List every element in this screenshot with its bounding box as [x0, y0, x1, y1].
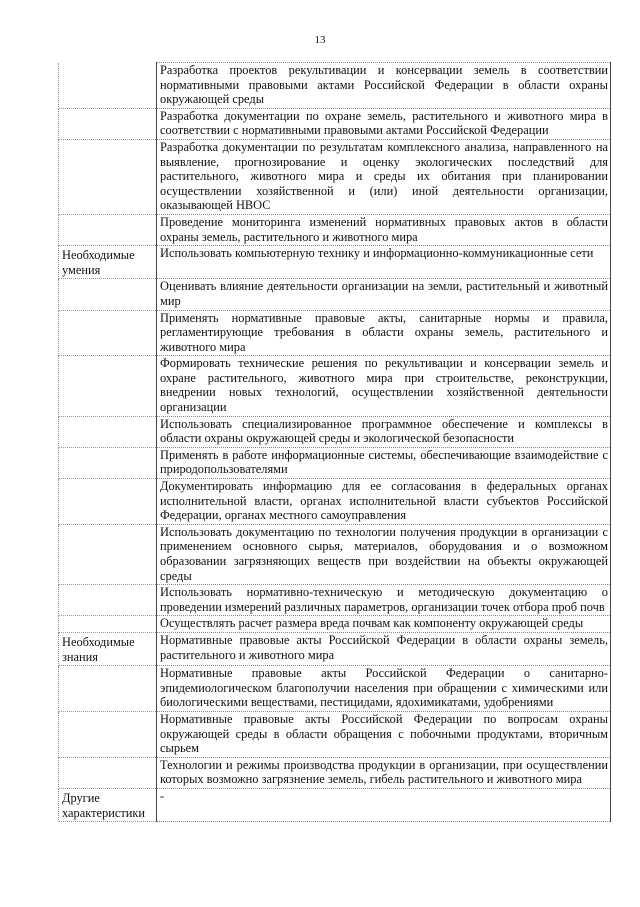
row-label: [59, 447, 157, 478]
table-row: [59, 788, 611, 821]
table-row: [59, 416, 611, 447]
row-label: Другие характеристики: [59, 788, 157, 821]
row-label: [59, 279, 157, 310]
requirements-table: [58, 62, 611, 822]
table-row: [59, 711, 611, 757]
table-row: [59, 108, 611, 139]
row-text: Проведение мониторинга изменений нормативных правовых актов в области охраны земель, растительного и животного мира: [157, 214, 611, 245]
row-text: Документировать информацию для ее согласования в федеральных органах исполнительной власти, органах исполнительной власти субъектов Российской Федерации, органах местного самоуправления: [157, 479, 611, 525]
row-label: [59, 757, 157, 788]
table-row: [59, 310, 611, 356]
row-label: [59, 310, 157, 356]
row-text: Разработка документации по результатам комплексного анализа, направленного на выявление, прогнозирование и оценку экологических последствий для растительного, животного мира и среды их обитания при планировании осуществлении хозяйственной и (или) иной деятельности организации, оказывающей НВОС: [157, 139, 611, 214]
row-text: Применять в работе информационные системы, обеспечивающие взаимодействие с природопользователями: [157, 447, 611, 478]
row-text: Нормативные правовые акты Российской Федерации о санитарно-эпидемиологическом благополучии населения при обращении с химическими или биологическими веществами, пестицидами, ядохимикатами, удобрениями: [157, 666, 611, 712]
row-label: [59, 585, 157, 616]
table-row: [59, 757, 611, 788]
row-label: [59, 108, 157, 139]
table-row: [59, 139, 611, 214]
row-label: [59, 711, 157, 757]
table-row: [59, 63, 611, 109]
row-text: Разработка документации по охране земель, растительного и животного мира в соответствии с нормативными правовыми актами Российской Федерации: [157, 108, 611, 139]
row-text: Формировать технические решения по рекультивации и консервации земель и охране растительного, животного мира при строительстве, реконструкции, внедрении новых технологий, осуществлении хозяйственной деятельности организации: [157, 356, 611, 416]
row-label: [59, 63, 157, 109]
row-label: Необходимые знания: [59, 632, 157, 665]
page-number: 13: [314, 34, 326, 46]
row-text: Осуществлять расчет размера вреда почвам как компоненту окружающей среды: [157, 616, 611, 633]
row-text: Нормативные правовые акты Российской Федерации в области охраны земель, растительного и животного мира: [157, 632, 611, 665]
row-text: Применять нормативные правовые акты, санитарные нормы и правила, регламентирующие требования в области охраны земель, растительного и животного мира: [157, 310, 611, 356]
row-label: [59, 139, 157, 214]
row-text: Технологии и режимы производства продукции в организации, при осуществлении которых возможно загрязнение земель, гибель растительного и животного мира: [157, 757, 611, 788]
row-text: Использовать компьютерную технику и информационно-коммуникационные сети: [157, 246, 611, 279]
row-label: [59, 416, 157, 447]
table-row: [59, 214, 611, 245]
row-label: [59, 524, 157, 584]
row-text: -: [157, 788, 611, 821]
table-row: [59, 356, 611, 416]
table-row: [59, 524, 611, 584]
row-text: Использовать специализированное программное обеспечение и комплексы в области охраны окружающей среды и экологической безопасности: [157, 416, 611, 447]
table-row: [59, 666, 611, 712]
table-row: [59, 279, 611, 310]
row-text: Использовать документацию по технологии получения продукции в организации с применением основного сырья, материалов, оборудования и о возможном образовании загрязняющих веществ при воздействии на объекты окружающей среды: [157, 524, 611, 584]
row-text: Нормативные правовые акты Российской Федерации по вопросам охраны окружающей среды в области обращения с побочными продуктами, вторичным сырьем: [157, 711, 611, 757]
row-text: Оценивать влияние деятельности организации на земли, растительный и животный мир: [157, 279, 611, 310]
table-row: [59, 585, 611, 616]
row-label: [59, 356, 157, 416]
row-label: [59, 616, 157, 633]
table-row: [59, 246, 611, 279]
row-text: Разработка проектов рекультивации и консервации земель в соответствии нормативными правовыми актами Российской Федерации в области охраны окружающей среды: [157, 63, 611, 109]
table-row: [59, 616, 611, 633]
row-text: Использовать нормативно-техническую и методическую документацию о проведении измерений различных параметров, организации точек отбора проб почв: [157, 585, 611, 616]
table-row: [59, 479, 611, 525]
table-row: [59, 632, 611, 665]
row-label: [59, 214, 157, 245]
row-label: [59, 666, 157, 712]
row-label: Необходимые умения: [59, 246, 157, 279]
row-label: [59, 479, 157, 525]
table-row: [59, 447, 611, 478]
